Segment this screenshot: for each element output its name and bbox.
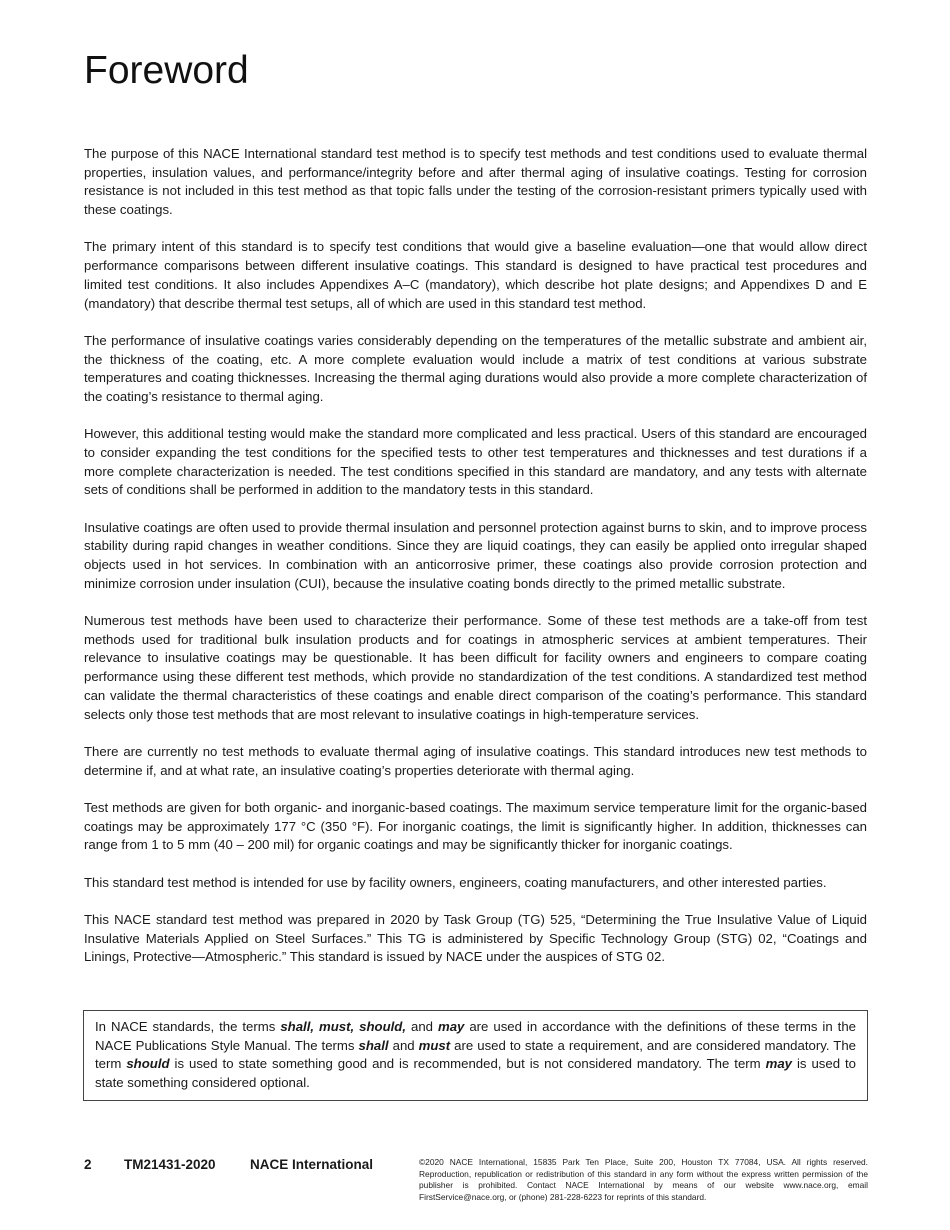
- notice-text: are used in accordance with the definitions of these terms in the NACE Publications Style Manual. The terms: [95, 1019, 856, 1053]
- copyright-notice: ©2020 NACE International, 15835 Park Ten Place, Suite 200, Houston TX 77084, USA. All rights reserved. Reproduction, republication or redistribution of this standard in any form without the express written permission of the publisher is prohibited. Contact NACE International by means of our website www.nace.org, email FirstService@nace.org, or (phone) 281-228-6223 for reprints of this standard.: [419, 1157, 868, 1202]
- notice-text: and: [388, 1037, 419, 1053]
- paragraph-insulative-uses: Insulative coatings are often used to provide thermal insulation and personnel protection against burns to skin, and to improve process stability during rapid changes in weather conditions. Since they are liquid coatings, they can easily be applied onto irregular shaped objects used in hot services. In combination with an anticorrosive primer, these coatings also provide corrosion protection and minimize corrosion under insulation (CUI), because the insulative coating bonds directly to the primed metallic substrate.: [84, 519, 867, 591]
- notice-text: is used to state something considered optional.: [95, 1056, 856, 1090]
- page-title: Foreword: [84, 49, 249, 92]
- notice-term: must: [418, 1037, 451, 1053]
- paragraph-organic-inorganic: Test methods are given for both organic- and inorganic-based coatings. The maximum service temperature limit for the organic-based coatings may be approximately 177 °C (350 °F). For inorganic coatings, the limit is significantly higher. In addition, thicknesses can range from 1 to 5 mm (40 – 200 mil) for organic coatings and may be significantly thicker for inorganic coatings.: [84, 799, 867, 853]
- document-id: TM21431-2020: [124, 1157, 216, 1172]
- notice-term: may: [437, 1019, 465, 1034]
- paragraph-additional-testing: However, this additional testing would make the standard more complicated and less practical. Users of this standard are encouraged to consider expanding the test conditions for the specified tests to other test temperatures and thicknesses and test durations if a more complete characterization is needed. The test conditions specified in this standard are mandatory, and any tests with alternate sets of conditions shall be performed in addition to the mandatory tests in this standard.: [84, 426, 867, 498]
- notice-term: shall: [358, 1037, 389, 1053]
- paragraph-purpose: The purpose of this NACE International standard test method is to specify test methods and test conditions used to evaluate thermal properties, insulation values, and performance/integrity before and after thermal aging of insulative coatings. Testing for corrosion resistance is not included in this test method as that topic falls under the testing of the corrosion-resistant primers typically used with these coatings.: [84, 146, 867, 218]
- page-number: 2: [84, 1157, 92, 1172]
- paragraph-thermal-aging: There are currently no test methods to evaluate thermal aging of insulative coatings. This standard introduces new test methods to determine if, and at what rate, an insulative coating’s properties deteriorate with thermal aging.: [84, 743, 867, 778]
- foreword-body: [84, 145, 867, 986]
- notice-term: may: [765, 1056, 793, 1071]
- paragraph-performance: The performance of insulative coatings varies considerably depending on the temperatures of the metallic substrate and ambient air, the thickness of the coating, etc. A more complete evaluation would include a matrix of test conditions at various substrate temperatures and coating thicknesses. Increasing the thermal aging durations would also provide a more complete characterization of the coating’s resistance to thermal aging.: [84, 332, 867, 404]
- paragraph-test-methods: Numerous test methods have been used to characterize their performance. Some of these test methods are a take-off from test methods used for traditional bulk insulation products and for coatings in atmospheric services at ambient temperatures. Their relevance to insulative coatings may be questionable. It has been difficult for facility owners and engineers to compare coating performance using these different test methods, which provide no standardization of the test conditions. A standardized test method can validate the thermal characteristics of these coatings and enable direct comparison of the coating’s performance. This standard selects only those test methods that are most relevant to insulative coatings in high-temperature services.: [84, 613, 867, 722]
- paragraph-intended-use: This standard test method is intended for use by facility owners, engineers, coating manufacturers, and other interested parties.: [84, 874, 827, 890]
- footer: [84, 1157, 373, 1172]
- notice-text: are used to state a requirement, and are considered mandatory. The term: [95, 1037, 856, 1071]
- organization-name: NACE International: [250, 1157, 374, 1172]
- paragraph-primary-intent: The primary intent of this standard is to specify test conditions that would give a baseline evaluation—one that would allow direct performance comparisons between different insulative coatings. This standard is designed to have practical test procedures and limited test conditions. It also includes Appendixes A–C (mandatory), which describe hot plate designs; and Appendixes D and E (mandatory) that describe thermal test setups, all of which are used in this standard test method.: [84, 239, 867, 311]
- paragraph-task-group: This NACE standard test method was prepared in 2020 by Task Group (TG) 525, “Determining the True Insulative Value of Liquid Insulative Materials Applied on Steel Surfaces.” This TG is administered by Specific Technology Group (STG) 02, “Coatings and Linings, Protective—Atmospheric.” This standard is issued by NACE under the auspices of STG 02.: [84, 911, 867, 965]
- notice-term: shall, must, should,: [280, 1019, 407, 1034]
- notice-text: In NACE standards, the terms: [95, 1019, 281, 1034]
- notice-term: should: [126, 1056, 170, 1071]
- terminology-notice-box: [83, 1010, 868, 1101]
- notice-text: is used to state something good and is recommended, but is not considered mandatory. The term: [169, 1056, 766, 1071]
- notice-text: and: [406, 1019, 438, 1034]
